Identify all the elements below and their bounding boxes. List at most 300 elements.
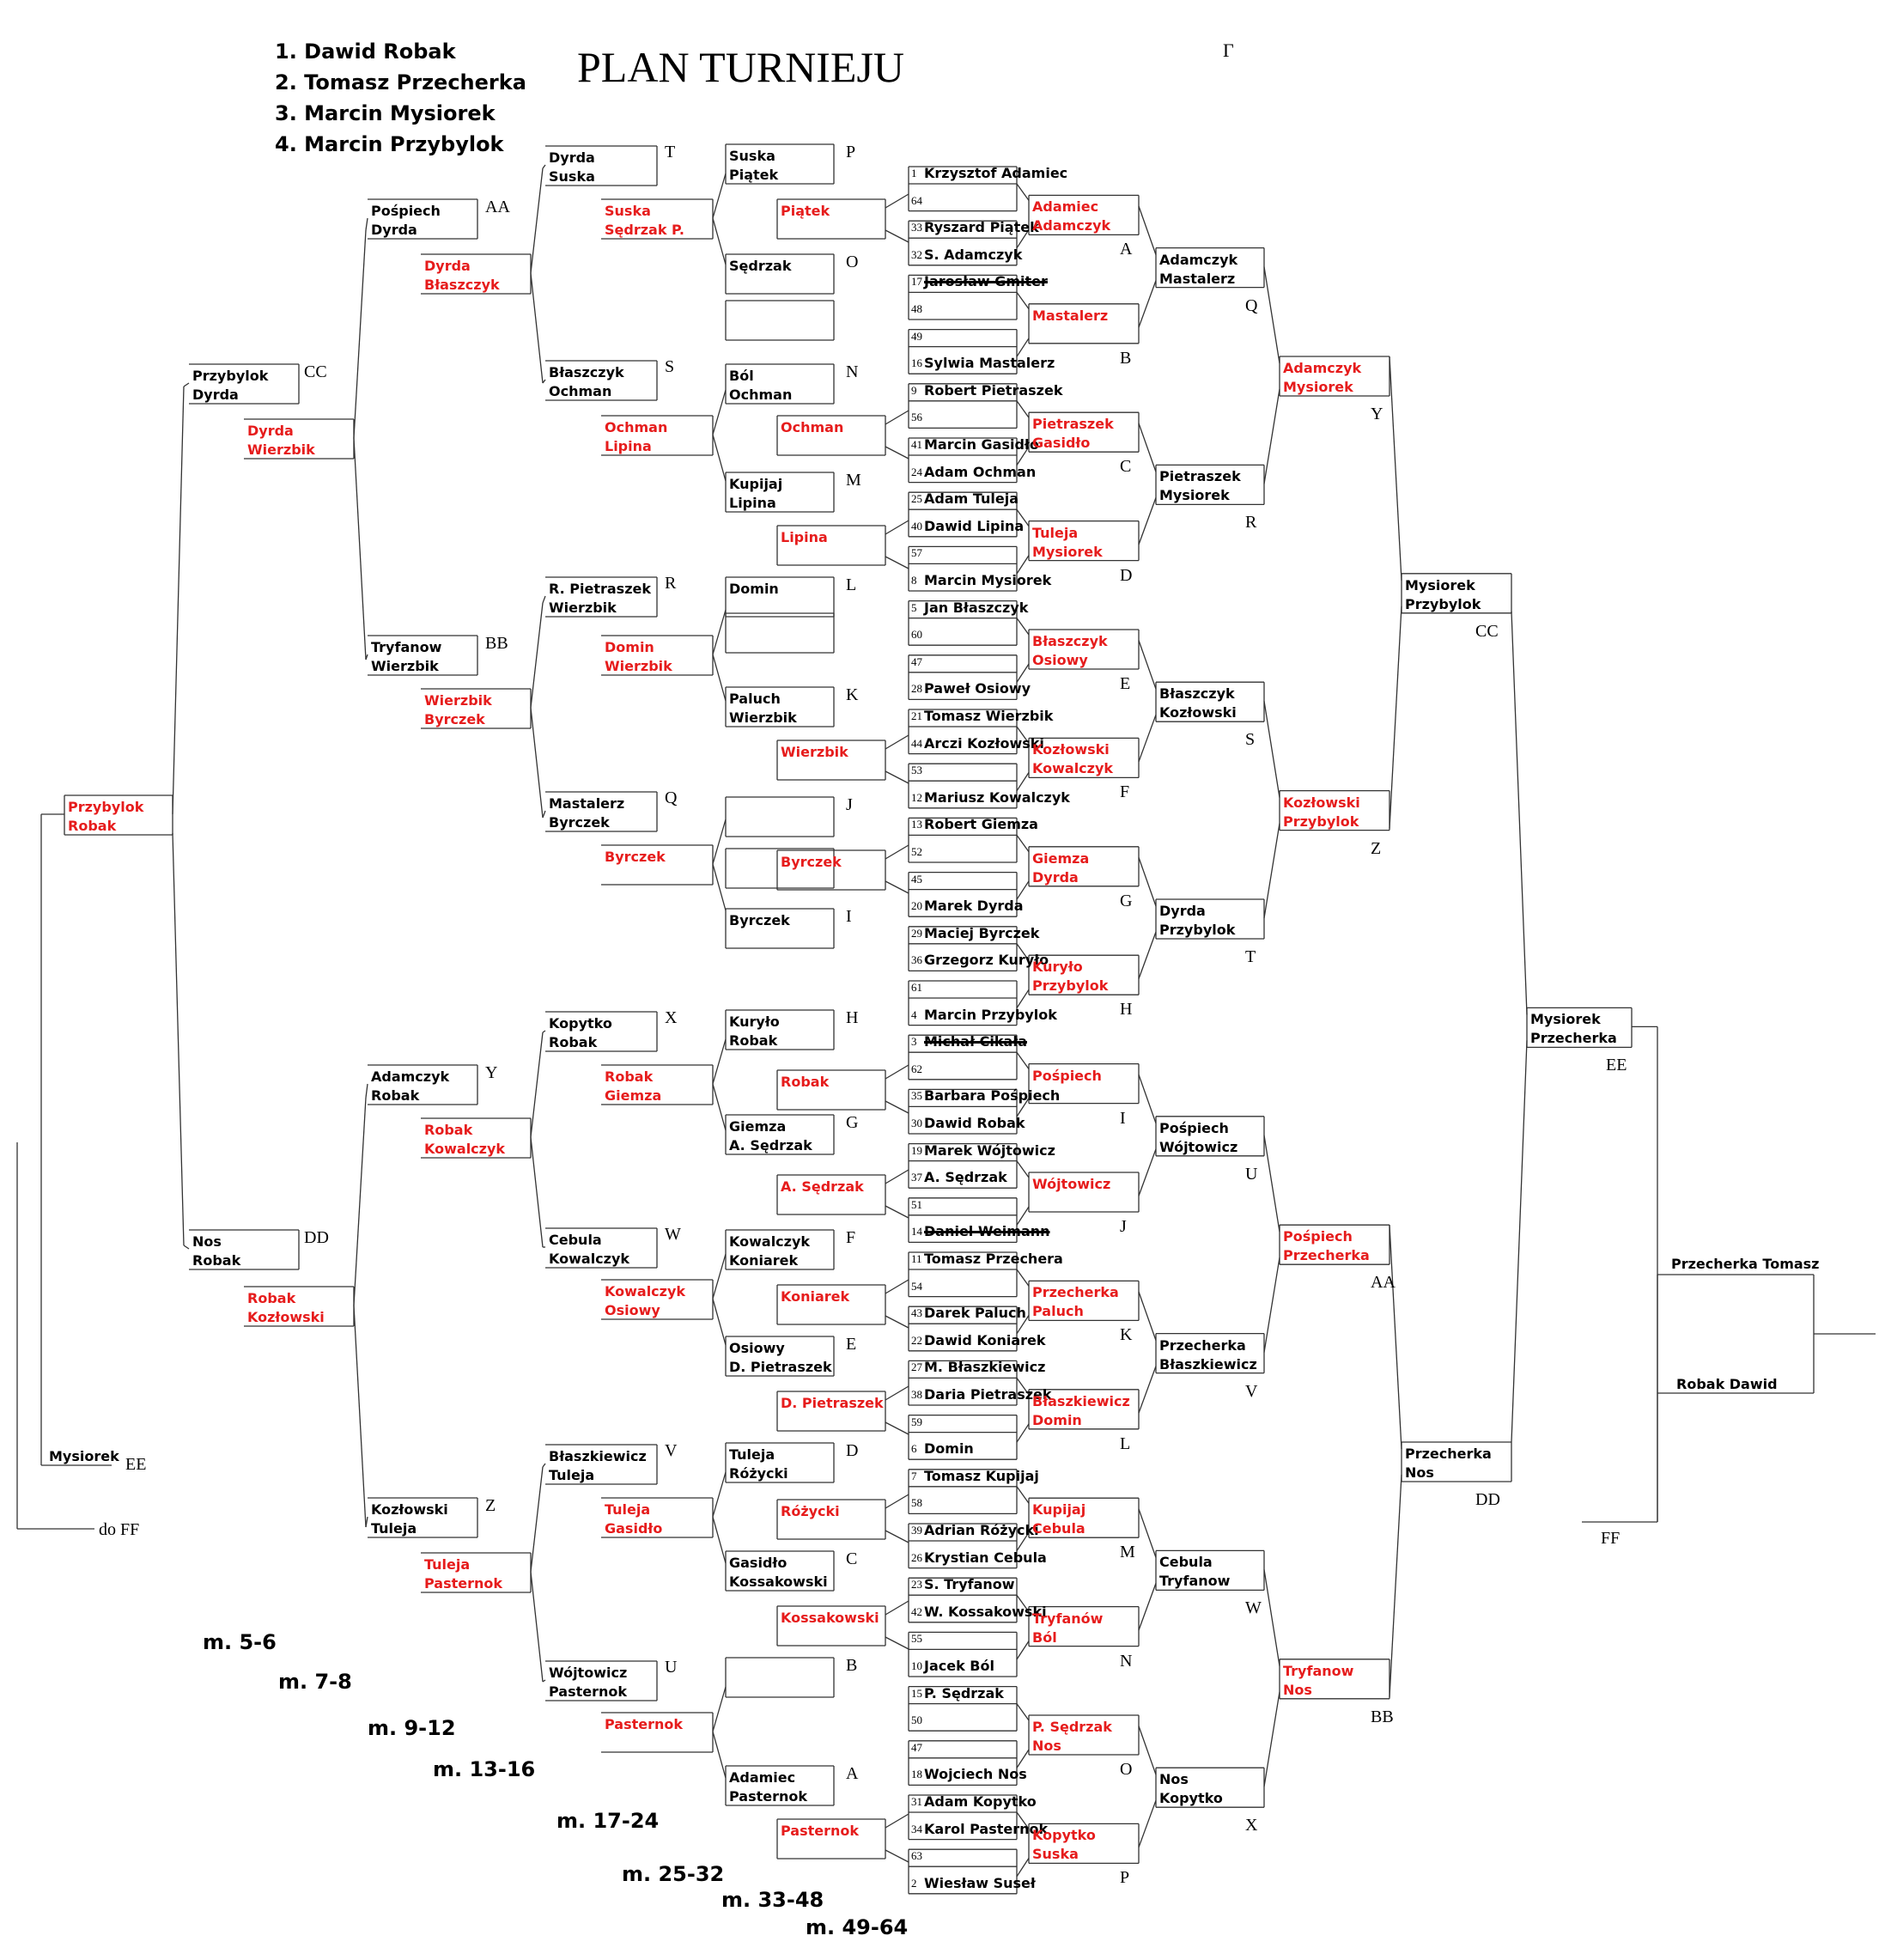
connector: [1139, 1583, 1156, 1630]
player-name: Adam Ochman: [924, 463, 1037, 480]
connector: [354, 1098, 366, 1306]
connector: [1017, 184, 1029, 200]
seed-number: 43: [911, 1306, 922, 1320]
seed-number: 21: [911, 709, 922, 722]
connector: [1017, 1161, 1029, 1178]
connector: [531, 1572, 543, 1682]
seed-number: 3: [911, 1035, 917, 1049]
match-letter: O: [1120, 1760, 1133, 1779]
losers-semifinal-line-1: Robak: [68, 818, 117, 834]
player-name: Ryszard Piątek: [924, 219, 1039, 236]
losers-r3-winner-line-1: Byrczek: [424, 711, 485, 727]
connector: [1139, 715, 1156, 762]
match-letter: T: [1245, 947, 1256, 966]
connector: [713, 1732, 726, 1778]
seed-number: 34: [911, 1822, 922, 1835]
connector: [885, 557, 909, 569]
connector: [885, 771, 909, 783]
losers-r4-winner-line-1: Wierzbik: [247, 441, 315, 458]
losers-r1-entry-line-0: Byrczek: [729, 912, 790, 928]
connector: [885, 1422, 909, 1434]
connector: [1389, 1475, 1402, 1697]
player-name: Wojciech Nos: [924, 1766, 1027, 1783]
winners-r2-entry-line-1: Gasidło: [1032, 435, 1091, 452]
seed-number: 2: [911, 1876, 917, 1890]
winners-r2-entry-line-1: Przybylok: [1032, 977, 1109, 995]
connector: [1389, 356, 1402, 581]
losers-r3-entry-line-1: Tuleja: [371, 1520, 417, 1537]
placement-33-48: m. 33-48: [721, 1888, 824, 1912]
connector: [713, 1687, 726, 1732]
winners-r4-entry-line-0: Pośpiech: [1283, 1228, 1353, 1245]
match-letter: DD: [1475, 1490, 1500, 1509]
winners-final-entry-line-1: Przecherka: [1530, 1030, 1617, 1047]
match-letter: N: [846, 362, 859, 381]
match-letter: Y: [485, 1063, 498, 1082]
losers-r2-entry-line-0: Mastalerz: [549, 795, 625, 812]
winners-r3-entry-line-0: Pośpiech: [1159, 1119, 1229, 1136]
losers-r1-entry-line-0: Osiowy: [729, 1340, 785, 1356]
connector: [531, 1032, 543, 1137]
seed-number: 35: [911, 1089, 922, 1103]
winners-r3-entry-line-1: Mysiorek: [1159, 487, 1230, 504]
match-letter: K: [846, 685, 859, 704]
match-letter: BB: [485, 634, 508, 653]
player-name: Dawid Robak: [924, 1115, 1025, 1131]
connector: [1139, 1292, 1156, 1341]
losers-r1-entry-line-0: Tuleja: [729, 1446, 775, 1463]
match-letter: Z: [485, 1496, 496, 1515]
connector: [713, 218, 726, 265]
winners-r4-entry-line-1: Przecherka: [1283, 1247, 1370, 1264]
match-letter: G: [846, 1113, 859, 1132]
player-name: Darek Paluch: [924, 1305, 1026, 1322]
player-name: Karol Pasternok: [924, 1820, 1049, 1837]
winners-r3-entry-line-1: Kozłowski: [1159, 704, 1237, 721]
losers-r2-entry-line-0: Błaszczyk: [549, 364, 624, 380]
winners-r2-entry-line-0: Tuleja: [1032, 524, 1079, 541]
seed-number: 9: [911, 383, 917, 397]
losers-r2-winner-line-0: Pasternok: [605, 1716, 684, 1732]
player-name: Paweł Osiowy: [924, 680, 1031, 697]
losers-r2-entry-line-0: Dyrda: [549, 149, 595, 166]
losers-r4-entry-line-1: Robak: [192, 1252, 241, 1269]
winners-r2-entry-line-0: Przecherka: [1032, 1284, 1119, 1301]
seed-number: 27: [911, 1360, 922, 1374]
match-letter: FF: [1601, 1529, 1621, 1548]
seed-number: 57: [911, 546, 922, 560]
winners-r2-entry-line-0: Tryfanów: [1032, 1610, 1104, 1627]
match-letter: Y: [1371, 405, 1383, 423]
losers-r3-entry-line-1: Wierzbik: [371, 658, 439, 674]
connector: [184, 1245, 189, 1249]
losers-r2-entry-line-1: Ochman: [549, 383, 612, 399]
match-letter: CC: [304, 362, 327, 381]
seed-number: 20: [911, 899, 922, 913]
losers-r2-entry-line-1: Kowalczyk: [549, 1251, 630, 1267]
losers-r1-entry-line-0: Suska: [729, 148, 775, 164]
player-name: Dawid Koniarek: [924, 1331, 1046, 1348]
player-name: Mariusz Kowalczyk: [924, 788, 1070, 806]
losers-r3-winner-line-0: Wierzbik: [424, 692, 492, 709]
connector: [531, 273, 543, 383]
seed-number: 59: [911, 1415, 922, 1428]
winners-r5-entry-line-0: Przecherka: [1405, 1446, 1492, 1462]
to-final-label: do FF: [99, 1520, 140, 1539]
connector: [1017, 1269, 1029, 1286]
losers-r3-winner-line-0: Robak: [424, 1122, 473, 1138]
seed-number: 38: [911, 1388, 922, 1401]
seed-number: 22: [911, 1333, 922, 1347]
seed-number: 37: [911, 1171, 922, 1184]
connector: [354, 230, 366, 438]
winners-r2-entry-line-1: Mysiorek: [1032, 543, 1103, 560]
match-letter: F: [1120, 782, 1130, 802]
seed-number: 53: [911, 764, 922, 777]
winners-r4-entry-line-0: Tryfanow: [1283, 1662, 1354, 1679]
losers-r3-entry-line-0: Adamczyk: [371, 1068, 450, 1085]
losers-r2-entry-line-0: Kopytko: [549, 1015, 612, 1032]
seed-number: 28: [911, 682, 922, 696]
seed-number: 6: [911, 1442, 917, 1456]
connector: [713, 1517, 726, 1563]
player-name: Tomasz Kupijaj: [924, 1467, 1039, 1484]
connector: [1264, 389, 1280, 484]
player-name: Krzysztof Adamiec: [924, 165, 1068, 181]
match-letter: S: [1245, 730, 1256, 750]
placement-9-12: m. 9-12: [368, 1716, 456, 1740]
connector: [1139, 857, 1156, 906]
losers-r2-winner-line-1: Lipina: [605, 438, 652, 454]
winners-r2-entry-line-1: Domin: [1032, 1411, 1082, 1428]
seed-number: 30: [911, 1117, 922, 1129]
connector: [885, 1637, 909, 1649]
connector: [531, 603, 543, 708]
losers-r1-entry-line-0: Kowalczyk: [729, 1233, 811, 1250]
connector: [1017, 1487, 1029, 1503]
losers-r2-winner-line-1: Osiowy: [605, 1302, 660, 1318]
seed-number: 48: [911, 302, 922, 315]
player-name: Jan Błaszczyk: [924, 599, 1029, 616]
seed-number: 13: [911, 818, 922, 831]
player-name: Grzegorz Kuryło: [924, 952, 1049, 969]
match-letter: U: [665, 1658, 678, 1677]
losers-r1-winner-line-0: Robak: [781, 1074, 830, 1090]
connector: [885, 1170, 909, 1184]
losers-r1-entry-line-1: Koniarek: [729, 1252, 799, 1269]
losers-r1-winner-line-0: A. Sędrzak: [781, 1178, 864, 1195]
losers-r2-winner-line-0: Suska: [605, 203, 651, 219]
seed-number: 25: [911, 492, 922, 506]
winners-r2-entry-line-0: P. Sędrzak: [1032, 1719, 1112, 1735]
losers-r3-entry-line-0: Tryfanow: [371, 639, 442, 655]
player-name: S. Adamczyk: [924, 246, 1023, 263]
match-letter: CC: [1475, 621, 1499, 641]
player-name: M. Błaszkiewicz: [924, 1359, 1046, 1376]
losers-r4-winner-line-1: Kozłowski: [247, 1309, 325, 1325]
losers-r2-entry-line-1: Suska: [549, 168, 595, 185]
match-letter: Q: [665, 788, 678, 807]
seed-number: 61: [911, 981, 922, 994]
winners-r2-entry-line-1: Kowalczyk: [1032, 760, 1114, 777]
connector: [885, 411, 909, 424]
player-name: A. Sędrzak: [924, 1169, 1007, 1186]
winners-r2-entry-line-1: Adamczyk: [1032, 217, 1111, 234]
losers-r2-winner-line-0: Byrczek: [605, 849, 666, 865]
winners-r2-entry-line-0: Błaszczyk: [1032, 633, 1108, 649]
player-name: Maciej Byrczek: [924, 924, 1040, 941]
player-name: Robert Giemza: [924, 816, 1038, 833]
connector: [184, 383, 189, 387]
winners-r3-entry-line-1: Tryfanow: [1159, 1573, 1231, 1590]
match-letter: H: [846, 1008, 859, 1027]
match-letter: X: [1245, 1816, 1258, 1835]
losers-r3-winner-line-0: Dyrda: [424, 258, 471, 274]
losers-r2-entry-line-1: Tuleja: [549, 1467, 595, 1483]
match-letter: DD: [304, 1228, 329, 1247]
losers-r2-entry-line-0: Cebula: [549, 1232, 602, 1248]
connector: [713, 1472, 726, 1517]
connector: [1017, 401, 1029, 417]
connector: [1511, 612, 1527, 1015]
connector: [885, 1206, 909, 1218]
seed-number: 51: [911, 1197, 922, 1211]
winners-r4-entry-line-1: Przybylok: [1283, 813, 1359, 830]
losers-r2-winner-line-0: Kowalczyk: [605, 1283, 686, 1300]
connector: [1139, 281, 1156, 328]
final-player-top: Przecherka Tomasz: [1671, 1256, 1820, 1272]
losers-r2-winner-line-0: Domin: [605, 639, 654, 655]
connector: [885, 845, 909, 859]
losers-r1-entry-line-0: Domin: [729, 581, 779, 597]
connector: [885, 1280, 909, 1293]
losers-r1-entry-line-1: A. Sędrzak: [729, 1137, 812, 1153]
winners-r3-entry-line-0: Pietraszek: [1159, 468, 1241, 485]
seed-number: 8: [911, 574, 917, 587]
connector: [1139, 1149, 1156, 1196]
winners-r2-entry-line-1: Dyrda: [1032, 868, 1079, 886]
losers-r1-entry-line-1: Ochman: [729, 387, 793, 403]
ranking-1: 1. Dawid Robak: [275, 40, 456, 64]
match-letter: I: [1120, 1108, 1126, 1128]
seed-number: 39: [911, 1524, 922, 1537]
winners-r3-entry-line-0: Adamczyk: [1159, 251, 1238, 268]
seed-number: 40: [911, 519, 922, 533]
player-name: Marcin Mysiorek: [924, 572, 1052, 588]
winners-r2-entry-line-1: Cebula: [1032, 1520, 1085, 1537]
losers-r3-entry-line-0: Pośpiech: [371, 203, 441, 219]
connector: [885, 1316, 909, 1328]
player-name: Domin: [924, 1440, 974, 1458]
match-letter: W: [1245, 1598, 1262, 1618]
connector: [1139, 1726, 1156, 1775]
connector: [885, 881, 909, 893]
winners-r3-entry-line-1: Błaszkiewicz: [1159, 1355, 1257, 1373]
connector: [885, 1814, 909, 1828]
match-letter: I: [846, 907, 852, 926]
seed-number: 49: [911, 329, 922, 343]
player-name: Marek Dyrda: [924, 898, 1024, 915]
winners-r4-entry-line-1: Mysiorek: [1283, 379, 1353, 395]
match-letter: Z: [1371, 838, 1382, 858]
player-name: Daniel Weimann: [924, 1223, 1050, 1240]
match-letter: V: [1245, 1381, 1258, 1401]
connector: [1389, 606, 1402, 829]
placement-49-64: m. 49-64: [806, 1915, 909, 1939]
seed-number: 47: [911, 1740, 922, 1754]
connector: [543, 1031, 545, 1032]
connector: [885, 520, 909, 534]
winners-r3-entry-line-1: Przybylok: [1159, 922, 1236, 938]
winners-r2-entry-line-0: Kozłowski: [1032, 741, 1110, 758]
connector: [173, 833, 184, 1245]
connector: [1264, 267, 1280, 363]
losers-r3-entry-line-1: Dyrda: [371, 222, 417, 238]
player-name: Jacek Ból: [924, 1658, 994, 1674]
losers-r1-entry-line-1: Kossakowski: [729, 1573, 828, 1590]
player-name: Tomasz Przechera: [924, 1251, 1063, 1267]
losers-r2-entry-line-0: Wójtowicz: [549, 1665, 628, 1681]
losers-r2-winner-line-1: Gasidło: [605, 1520, 663, 1537]
connector: [1139, 1509, 1156, 1558]
seed-number: 44: [911, 736, 922, 750]
match-letter: N: [1120, 1651, 1133, 1671]
seed-number: 33: [911, 221, 922, 234]
connector: [713, 1039, 726, 1084]
losers-r1-entry-line-0: Ból: [729, 368, 754, 384]
losers-r1-entry-line-1: D. Pietraszek: [729, 1359, 832, 1375]
match-letter: T: [665, 143, 676, 161]
winners-r3-entry-line-0: Dyrda: [1159, 903, 1206, 919]
connector: [543, 1464, 545, 1467]
winners-r4-entry-line-1: Nos: [1283, 1681, 1312, 1698]
losers-r1-winner-line-0: Byrczek: [781, 854, 842, 870]
ranking-4: 4. Marcin Przybylok: [275, 132, 504, 156]
player-name: Marek Wójtowicz: [924, 1141, 1055, 1159]
seed-number: 7: [911, 1469, 917, 1482]
seed-number: 63: [911, 1849, 922, 1863]
connector: [1264, 1569, 1280, 1665]
player-name: Barbara Pośpiech: [924, 1087, 1061, 1105]
match-letter: E: [1120, 674, 1131, 693]
connector: [354, 1306, 366, 1527]
connector: [1264, 1692, 1280, 1787]
connector: [885, 1065, 909, 1079]
seed-number: 52: [911, 845, 922, 858]
player-name: P. Sędrzak: [924, 1684, 1004, 1701]
connector: [713, 1299, 726, 1345]
winners-final-entry-line-0: Mysiorek: [1530, 1011, 1601, 1028]
connector: [1017, 1704, 1029, 1720]
player-name: Tomasz Wierzbik: [924, 708, 1054, 724]
seed-number: 5: [911, 600, 917, 614]
match-letter: R: [665, 574, 677, 593]
connector: [713, 435, 726, 481]
connector: [1017, 1052, 1029, 1068]
seed-number: 31: [911, 1795, 922, 1808]
connector: [885, 1531, 909, 1543]
match-letter: E: [846, 1335, 857, 1354]
seed-number: 54: [911, 1279, 922, 1293]
losers-r2-entry-line-1: Pasternok: [549, 1683, 628, 1700]
losers-r2-entry-line-1: Byrczek: [549, 814, 610, 831]
winners-r2-entry-line-0: Kopytko: [1032, 1827, 1096, 1844]
winners-r2-entry-line-1: Osiowy: [1032, 652, 1088, 668]
seed-number: 41: [911, 438, 922, 451]
losers-r1-entry-line-0: Gasidło: [729, 1555, 787, 1571]
connector: [1139, 1367, 1156, 1414]
seed-number: 45: [911, 872, 922, 886]
connector: [543, 596, 545, 603]
seed-number: 56: [911, 411, 922, 424]
seed-number: 17: [911, 275, 922, 289]
losers-r1-winner-line-0: Kossakowski: [781, 1610, 879, 1626]
connector: [1264, 1257, 1280, 1352]
losers-r1-entry-line-0: Adamiec: [729, 1769, 796, 1786]
winners-r2-entry-line-0: Mastalerz: [1032, 307, 1109, 324]
losers-final-player: Mysiorek: [49, 1448, 119, 1464]
losers-semifinal-line-0: Przybylok: [68, 799, 144, 815]
seed-number: 26: [911, 1550, 922, 1564]
seed-number: 11: [911, 1252, 922, 1265]
connector: [531, 1467, 543, 1572]
winners-r5-entry-line-1: Nos: [1405, 1464, 1434, 1481]
connector: [885, 1850, 909, 1862]
match-letter: A: [846, 1764, 859, 1783]
match-letter: P: [846, 143, 856, 161]
connector: [713, 1254, 726, 1299]
connector: [885, 1601, 909, 1615]
match-letter: M: [1120, 1543, 1135, 1562]
connector: [531, 708, 543, 818]
placement-17-24: m. 17-24: [556, 1809, 660, 1833]
seed-number: 1: [911, 167, 917, 180]
connector: [713, 1084, 726, 1130]
losers-r1-entry-line-0: Kupijaj: [729, 476, 783, 492]
connector: [713, 819, 726, 864]
losers-r3-winner-line-1: Błaszczyk: [424, 277, 500, 293]
losers-r1-winner-line-0: Ochman: [781, 419, 844, 435]
losers-r4-entry-line-0: Nos: [192, 1233, 222, 1250]
connector: [713, 864, 726, 910]
connector: [1139, 206, 1156, 255]
seed-number: 23: [911, 1578, 922, 1592]
losers-r2-winner-line-0: Tuleja: [605, 1501, 651, 1518]
placement-13-16: m. 13-16: [433, 1757, 536, 1781]
connector: [1264, 824, 1280, 918]
losers-r3-entry-line-0: Kozłowski: [371, 1501, 448, 1518]
losers-r1-winner-line-0: Wierzbik: [781, 744, 848, 760]
connector: [1017, 618, 1029, 635]
player-name: Krystian Cebula: [924, 1549, 1047, 1566]
match-letter: M: [846, 471, 861, 490]
seed-number: 42: [911, 1604, 922, 1618]
match-letter: S: [665, 357, 675, 376]
match-letter: L: [1120, 1433, 1131, 1453]
connector: [543, 380, 545, 383]
player-name: Marcin Przybylok: [924, 1006, 1057, 1023]
seed-number: 36: [911, 953, 922, 967]
losers-r1-entry-line-1: Różycki: [729, 1465, 788, 1482]
winners-r2-entry-line-0: Wójtowicz: [1032, 1176, 1111, 1192]
connector: [173, 387, 184, 814]
ranking-3: 3. Marcin Mysiorek: [275, 101, 496, 125]
losers-r4-winner-line-0: Robak: [247, 1290, 296, 1306]
connector: [1511, 1040, 1527, 1442]
connector: [885, 1386, 909, 1400]
match-letter: C: [846, 1549, 858, 1568]
losers-r2-winner-line-0: Robak: [605, 1068, 654, 1085]
